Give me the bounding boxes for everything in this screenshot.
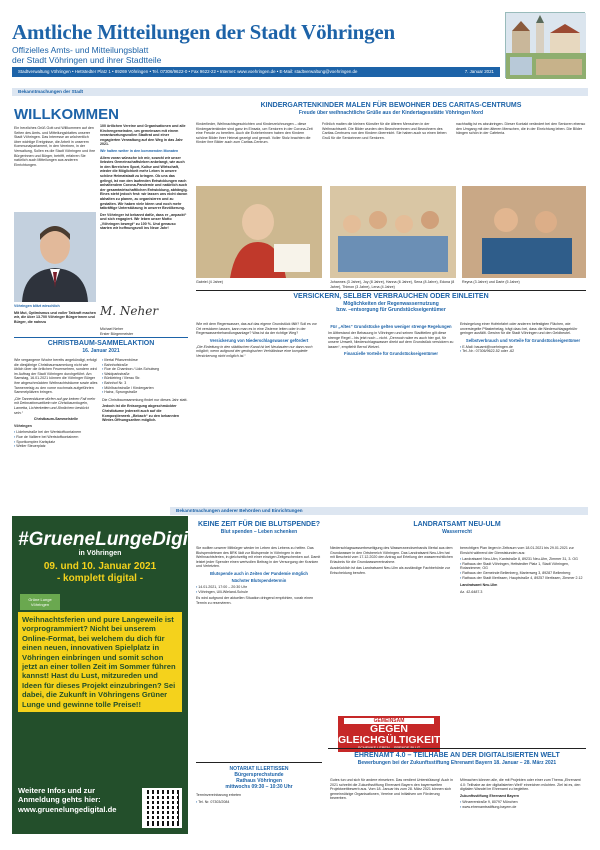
welcome-title: WILLKOMMEN: [14, 106, 119, 123]
notary-line-1: Bürgersprechstunde: [234, 772, 284, 778]
signatory-role: Erster Bürgermeister: [100, 331, 134, 336]
mayor-caption-head: Vöhringen blitzt wirschlich: [14, 304, 60, 308]
district-office-text: Niederschlagswasserbeseitigung des Wasserzweckverbands Illertal aus dem Grundwasser in den Ortsbereich Vöhringen. Das Landratsamt Neu-Ulm hat mit Bescheid vom 17.12.2020 den Antrag auf Erteilung der wasserrechtlichen Erlaubnis für die Grundwasserentnahme.: [330, 546, 453, 564]
district-office-title: LANDRATSAMT NEU-ULM: [413, 521, 501, 528]
kita-caption-3: Reyna (3 Jahre) und Darie (5 Jahre): [462, 280, 520, 284]
tree-center-item: ▪ Waldparkstraße: [102, 372, 188, 377]
kita-subtitle: Freude über weihnachtliche Grüße aus der Kindertagesstätte Vöhringen Nord: [298, 110, 484, 116]
blood-donation-campaign-logo: [338, 716, 440, 752]
gruene-lunge-poster: [12, 516, 211, 834]
tree-centers-head: Christbaum-Sammelstelle: [33, 417, 79, 422]
kita-photo-1: [196, 186, 322, 278]
district-office-ref: Az. 42-6487.3: [460, 589, 483, 594]
campaign-line-2: GEGEN GLEICHGÜLTIGKEIT: [338, 723, 441, 746]
district-office-header: [328, 521, 586, 535]
notary-title: NOTARIAT ILLERTISSEN: [229, 766, 289, 772]
district-office-location: ▪ Rathaus der Stadt Illertissen, Hauptstraße 4, 89257 Illertissen, Zimmer 2.12: [460, 576, 586, 581]
masthead-subtitle-line-1: Offizielles Amts- und Mitteilungsblatt: [12, 45, 149, 55]
rainwater-subhead: Für „Altes“ Grundstücke gelten weniger strenge Regelungen: [330, 324, 452, 329]
masthead-subtitle: [12, 45, 352, 65]
campaign-line-1: GEMEINSAM: [344, 718, 434, 724]
tree-center-item: ▪ Bahnhof Nr. 3: [102, 381, 188, 386]
notary-phone: ▪ Tel. Nr. 07303/2084: [196, 800, 322, 805]
welcome-subhead: Wir halten weiter in den kommenden Monaten: [100, 148, 179, 153]
tree-centers-place: Vöhringen: [14, 423, 32, 428]
tree-center-item: ▪ Rue de Chambon / Lide-Schulweg: [102, 367, 188, 372]
issue-date: 7. Januar 2021: [464, 69, 494, 74]
notary-line-3: mittwochs 09:30 – 10:30 Uhr: [225, 784, 293, 790]
district-office-sign: Landratsamt Neu-Ulm: [460, 583, 498, 588]
kita-text-col-2: Fröhlich malten die kleinen Künstler für die älteren Menschen in der Weihnachtszeit. Die Bilder wurden den Bewohnerinnen und Bewohnern des Caritas-Centrums von den Kindern überreicht. Sie haben auch so einen lieben Gruß für die Seniorinnen und Senioren.: [322, 122, 447, 140]
kita-caption-2: Johannes (3 Jahre), Joy (8 Jahre), Hanna (6 Jahre), Sena (8 Jahre), Edona (8 Jahre), Thimon (3 Jahre), Lena (4 Jahre): [330, 280, 455, 289]
signatory-name: Michael Neher: [100, 327, 124, 331]
blood-donation-subtitle: Blut spenden – Leben schenken: [220, 529, 298, 535]
kita-text-col-3: nachhaltig ist es abzubringen. Dieser Kontakt verändert bei den Senioren ebenso den Umgang mit den älteren Menschen, die in der Einrichtung leben. Die Bilder hängen schön in der Cafeteria.: [456, 122, 586, 136]
notary-notice: [196, 766, 322, 804]
tree-collection-note: „Die Tannenbäume dürfen auf gar keinen Fall mehr mit Dekorationsartikeln wie Christbaumkugeln, Lametta, Lichterketten und Ähnlichem bestückt sein.“: [14, 396, 96, 415]
contact-line: Stadtverwaltung Vöhringen • Hettstedter Platz 1 • 89269 Vöhringen • Tel. 07306/9622-0 • Fax 9622-22 • Internet: www.voehringen.de • E-Mail: stadtverwaltung@voehringen.de: [18, 69, 358, 74]
welcome-intro: [14, 126, 96, 169]
tree-center-item: ▪ Bahnhofstraße: [102, 363, 188, 368]
welcome-closing: Der Vöhringer ist bekannt dafür, dass er „anpackt“ und sich engagiert. Wir leben unser Motto „Vöhringen bewegt“ zu 100 %. Und genauso starten wir hoffnungsvoll ins Neue Jahr!: [100, 212, 187, 231]
rainwater-subhead: Finanzielle Vorteile für Grundstückseigentümer: [344, 351, 438, 357]
district-office-subtitle: Wasserrecht: [442, 529, 472, 535]
poster-footer: Weitere Infos und zur Anmeldung gehts hier: www.gruenelungedigital.de: [18, 786, 117, 814]
rainwater-title: VERSICKERN, SELBER VERBRAUCHEN ODER EINLEITEN: [293, 293, 489, 300]
rainwater-text: Entsiegelung einer Hofeinfahrt oder anderen befestigten Flächen, wie unversiegelte Pflasterbelag, trägt dazu bei, dass die Niederschlagsgebühr geringer ausfällt. Gewinn für die Stadt Vöhringen und den Geldbeutel.: [460, 322, 578, 336]
town-photo-collage: [505, 12, 585, 78]
mayor-caption-text: Mit Mut, Optimismus und voller Tatkraft machen wir, die über 13.700 Vöhringer Bürgerinnen und Bürger, die nahezu: [14, 310, 96, 324]
tree-collection-date: 16. Januar 2021: [82, 348, 120, 354]
rainwater-subhead: Versickerung von Niederschlagswasser gefördert: [209, 337, 309, 343]
kita-text-col-1: Kinderlieder, Weihnachtsgeschichten und Kinderzeichnungen – diese Kindergartenkinder sind ganz im Einsatz, um Senioren in der Corona-Zeit eine Freude zu bereiten. Auch die Erzieherinnen haben den Kindern schöne Bilder ihrer Heimat gezeigt und gemalt. Voller Stolz brachten die Kinder ihre Bilder auch zum Caritas-Centrum.: [196, 122, 313, 145]
rainwater-col-3: [460, 322, 586, 354]
rainwater-subtitle-2: bzw. –entsorgung für Grundstückseigentümer: [336, 307, 446, 313]
tree-center-item: ▪ Lidehestraße bei der Wertstoffcontainern: [14, 430, 98, 435]
blood-donation-location: ▪ Vöhringen, Ulli-Wieland-Schule: [196, 590, 322, 595]
blood-donation-header: [196, 521, 322, 535]
poster-digital-note: - komplett digital -: [56, 573, 144, 584]
blood-donation-text: Sie wollten unserer Mitbürger wieder im Leben des Lebens zu helfen. Das Blutspendeteam des BRK lädt zur Blutspende in Vöhringen in den Weihnachtsferien, in gleichzeitig mit einer einzigen Zeitgeschenken auf. Damit leistet jeder Spender einen wertvollen Beitrag in der Versorgung der Kranken und Verletzten.: [196, 546, 321, 569]
welcome-body: [100, 124, 188, 233]
welcome-lead: 100 örtlichen Vereine und Organisationen und alle Kirchengemeinden, um gemeinsam mit einem verantwortungsvollen Stadtrat und einer engagierten Verwaltung auf den Weg in das Jahr 2021.: [100, 124, 186, 147]
tree-collection-left: [14, 358, 98, 449]
kita-title: KINDERGARTENKINDER MALEN FÜR BEWOHNER DES CARITAS-CENTRUMS: [260, 102, 522, 109]
kita-caption-1: Gabriel (4 Jahre): [196, 280, 223, 284]
welcome-intro-text: Ein herzliches Grüß Gott und Willkommen auf den Seiten des Amts- und Mitteilungsblattes unserer Stadt Vöhringen. Das Interesse an wöchentlich über wichtige Ereignisse, die Arbeit in unserem Kommunalparlament, in den Vereinen, in der Verwaltung, Sollen es die Stadt Vöhringen und ihre Bürgerinnen und Bürger, betrifft, erfahren Sie natürlich auch Mitteilungen aus anderen Einrichtungen.: [14, 126, 96, 167]
tree-collection-right: [102, 358, 188, 425]
tree-center-item: ▪ Weiler Steuerplatz: [14, 444, 98, 449]
section-heading-city: Bekanntmachungen der Stadt: [12, 88, 588, 96]
masthead-subtitle-line-2: der Stadt Vöhringen und ihrer Stadtteile: [12, 55, 162, 65]
tree-center-item: ▪ Rue de Valliere bei Wertstoffcontainern: [14, 435, 98, 440]
poster-hashtag: #GrueneLungeDigital: [18, 529, 211, 550]
blood-donation-title: KEINE ZEIT FÜR DIE BLUTSPENDE?: [197, 521, 321, 528]
poster-text: Weihnachtsferien und pure Langeweile ist vorprogrammiert? Nicht bei unserem Online-Format, bei welchem du dich für einen neuen, innovativen Spielplatz in Vöhringen einbringen und somit schon jetzt an einer tollen Zeit im Sommer führen kannst! Hast du Lust, mitzureden und Ideen für dieses Projekt einzubringen? Sei dabei, die Zukunft in Vöhringens Grüner Lunge und gewinne tolle Preise!!: [18, 612, 182, 712]
kita-header: [196, 102, 586, 116]
poster-logo: Grüne Lunge Vöhringen: [20, 594, 60, 610]
campaign-line-3: SCHENKE LEBEN – SPENDE BLUT: [357, 746, 421, 750]
volunteer-subtitle: Bewerbungen bei der Zukunftsstiftung Ehrenamt Bayern 18. Januar – 28. März 2021: [357, 760, 557, 766]
mayor-photo: [14, 212, 96, 302]
rainwater-subtitle-1: Möglichkeiten der Regenwassernutzung: [343, 301, 439, 307]
volunteer-title: EHRENAMT 4.0 – TEILHABE AN DER DIGITALISIERTEN WELT: [354, 752, 560, 759]
rainwater-header: [196, 293, 586, 313]
mayor-signature: M. Neher: [100, 304, 159, 318]
welcome-body-text: Allem voran wünsche ich mir, sowohl wir unser liebstes Gemeinschaftsleben anbelangt, wie auch in den Bereichen Sport, Kultur und Wirtschaft, wieder die Möglichkeit mehr Leben in unsere schöne Heimatstadt zu bringen. Ob uns das gelingt, ist von den laufenden Entwicklungen nach anhaltendem Corona-Pandemie und natürlich auch der gesamtwirtschaftlichen Entwicklung, abhängig. Eines steht jedoch fest: wir lassen uns nicht davon abhalten zu planen, zu organisieren und zu gestalten. Wir haben viele Ideen und noch mehr tatkräftige Unterstützung in unserer Bevölkerung.: [100, 155, 188, 211]
tree-center-item: ▪ Illertal Pflanzenbörse: [102, 358, 188, 363]
tree-collection-text: Wie vergangene Woche bereits angekündigt, erfolgt die diesjährige Christbaumsammlung nicht wie üblich über die örtlichen Feuerwehren, sondern wird im Auftrag der Stadt Vöhringen durchgeführt. Am Samstag, 16.01.2021 können die Vöhringer Bürger ihre abgeschmückten Weihnachtsbäume sowie alles Tannenreisig zu den vorne nochmals aufgeführten Sammelplätzen bringen.: [14, 358, 98, 395]
volunteer-org: Zukunftsstiftung Ehrenamt Bayern: [460, 793, 520, 798]
district-office-text: berechtigen Plan liegen in Zeitraum vom 18.01.2021 bis 29.01.2021 zur Einsicht während der Dienststunden aus:: [460, 546, 574, 555]
tree-collection-header: [14, 340, 188, 354]
volunteer-col-1: Gutes tun und sich für andere einsetzen. Das verdient Unterstützung! Auch in 2021 schreibt die Zukunftsstiftung Ehrenamt Bayern den bayernweiten Projektwettbewerb aus. Vom 18. Januar bis zum 28. März 2021 können sich gemeinnützige Organisationen, Vereine und Initiativen um Förderung bewerben.: [330, 778, 454, 801]
volunteer-col-2: [460, 778, 586, 810]
district-office-location: ▪ Landratsamt Neu-Ulm, Kantstraße 8, 89231 Neu-Ulm, Zimmer 31, 3. OG: [460, 557, 586, 562]
rainwater-subhead: Selbstverbrauch und Vorteile für Grundstückseigentümer: [465, 337, 581, 343]
notary-line-2: Rathaus Vöhringen: [236, 778, 282, 784]
rainwater-contact-phone: ▪ Tel.-Nr.: 07306/9622-52 oder -62: [460, 349, 586, 354]
volunteer-address: ▪ Winzererstraße 9, 80797 München: [460, 800, 586, 805]
qr-code-pattern: [146, 792, 178, 824]
blood-donation-body: [196, 546, 322, 607]
rainwater-text: Im Altbestand der Bebauung in Vöhringen und seinen Stadtteilen gilt diese strenge Regel – bis jetzt noch – nicht. „Dennoch wäre es auch hier gut, für unsere Umwelt, Niederschlagswasser direkt auf dem Grundstück versickern zu lassen“, empfiehlt Bernd Wetzel.: [328, 331, 454, 349]
tree-center-item: ▪ Bürkleiring / Illerau Str.: [102, 376, 188, 381]
rainwater-quote: „Die Einleitung in den städtischen Kanal ist bei Neubauten nur dann noch möglich, wenn aufgrund der geologischen Verhältnisse eine komplette Versickerung nicht möglich ist.“: [196, 344, 313, 358]
notary-tail: Terminvereinbarung erbeten: [196, 793, 241, 797]
district-office-text-2: Ausdrücklich ist das Landratsamt Neu-Ulm als zuständige Fachbehörde zur Entscheidung berufen.: [330, 566, 451, 575]
district-office-location: ▪ Rathaus der Stadt Vöhringen, Hettstedter Platz 1, Stadt Vöhringen, Rotarzimmer, OG: [460, 562, 586, 571]
tree-center-item: ▪ Sportkomplex Karlsplatz: [14, 440, 98, 445]
kita-photo-2: [330, 186, 456, 278]
mayor-caption: [14, 304, 96, 326]
masthead-title: Amtliche Mitteilungen der Stadt Vöhringen: [12, 20, 396, 44]
blood-donation-subhead: Blutspende auch in Zeiten der Pandemie möglich: [210, 570, 308, 576]
rainwater-col-1: [196, 322, 322, 361]
tree-center-item: ▪ Hainz, Sprungstraße: [102, 390, 188, 395]
tree-collection-title: CHRISTBAUM-SAMMELAKTION: [47, 340, 155, 347]
rainwater-text: Wie mit dem Regenwasser, das auf das eigene Grundstück fällt? Soll es vor Ort versickern lassen, kann man es in eine Zisterne leiten oder in der Regenwasserbehandlungsanlage? Was ist da der richtige Weg?: [196, 322, 317, 336]
volunteer-header: [328, 752, 586, 766]
district-office-col-1: [330, 546, 454, 578]
tree-collection-tail-2: Jedoch ist die Entsorgung abgeschmückter Christbäume jederzeit auch auf die Kompostierwerk „Bebach“ zu den bekannten Winter-Öffnungszeiten möglich.: [102, 404, 180, 423]
signatory: [100, 327, 188, 336]
tree-center-item: ▪ Mühlbachstraße / Kindergarten: [102, 386, 188, 391]
district-office-location: ▪ Rathaus der Gemeinde Bellenberg, Marienweg 3, 89287 Bellenberg: [460, 571, 586, 576]
rainwater-col-2: [328, 322, 454, 358]
district-office-col-2: [460, 546, 586, 596]
blood-donation-tail: Es wird aufgrund der aktuellen Situation dringend empfohlen, vorab einen Termin zu reservieren.: [196, 596, 314, 605]
blood-donation-date: ▪ 14.01.2021, 17:00 – 20:30 Uhr: [196, 585, 322, 590]
contact-bar: [12, 67, 500, 77]
poster-place: in Vöhringen: [78, 550, 122, 557]
rainwater-contact-email[interactable]: ▪ E-Mail: bauamt@voehringen.de: [460, 345, 586, 350]
volunteer-website-link[interactable]: ▪ www.ehrenamtsstiftung.bayern.de: [460, 805, 586, 810]
section-heading-other-authorities: Bekanntmachungen anderer Behörden und Einrichtungen: [170, 507, 588, 515]
blood-donation-list-head: Nächster Blutspendetermin: [231, 577, 287, 583]
tree-collection-tail: Die Christbaumsammlung findet nur dieses Jahr statt.: [102, 397, 188, 402]
kita-photo-3: [462, 186, 586, 278]
poster-date: 09. und 10. Januar 2021: [43, 561, 157, 572]
volunteer-text: Mitmachen können alle, die mit Projekten oder einer zum Thema „Ehrenamt 4.0: Teilhabe an der digitalisierten Welt“ einreichen möchten. Ziel ist es, den digitalen Wandel im Ehrenamt zu begleiten.: [460, 778, 581, 792]
